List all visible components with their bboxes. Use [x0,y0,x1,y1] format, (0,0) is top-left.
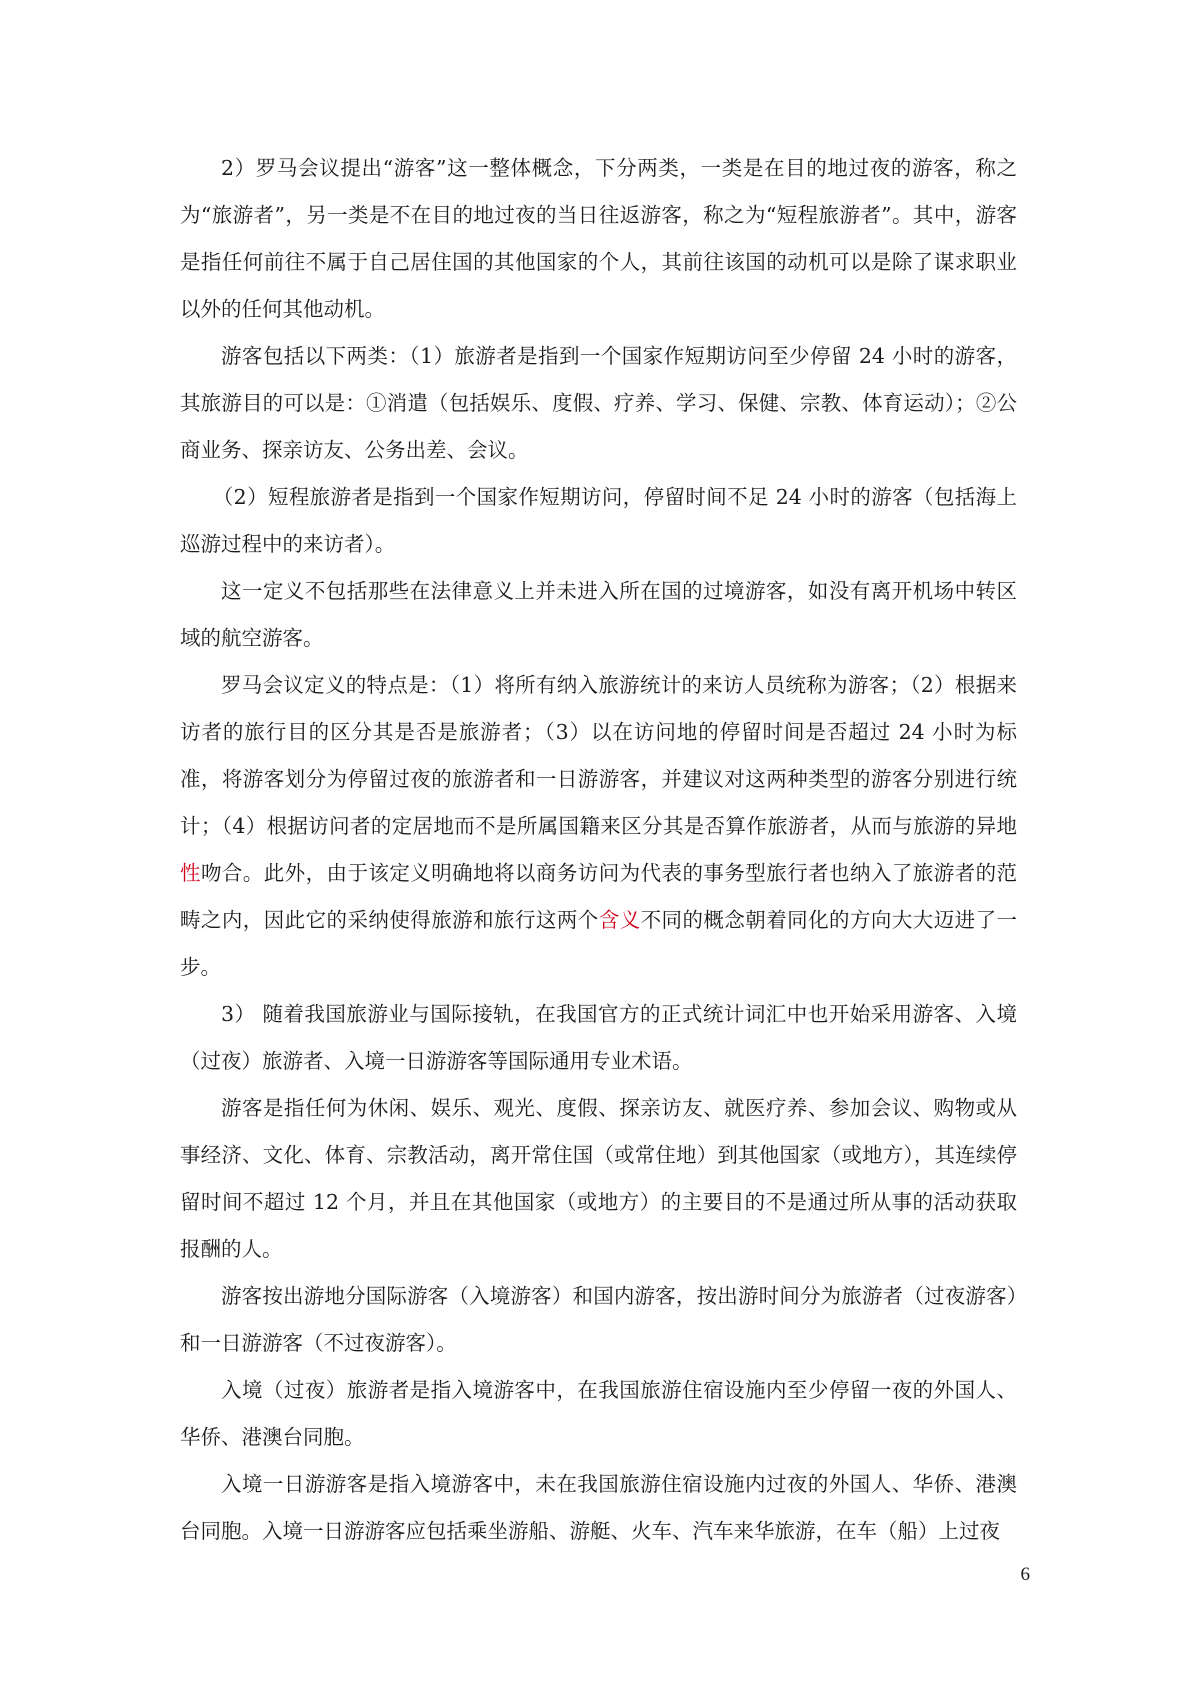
highlighted-text: 含义 [598,908,641,932]
paragraph-text: 不同的概念朝着同化的方向大大迈进了一步。 [180,908,1018,979]
paragraph [180,145,1017,333]
paragraph [180,474,1017,568]
paragraph-text: 2）罗马会议提出“游客”这一整体概念，下分两类，一类是在目的地过夜的游客，称之为“旅游者”，另一类是不在目的地过夜的当日往返游客，称之为“短程旅游者”。其中，游客是指任何前往不属于自己居住国的其他国家的个人，其前往该国的动机可以是除了谋求职业以外的任何其他动机。 [180,156,1017,321]
paragraph [180,1273,1017,1367]
paragraph-text: 入境一日游游客是指入境游客中，未在我国旅游住宿设施内过夜的外国人、华侨、港澳台同胞。入境一日游游客应包括乘坐游船、游艇、火车、汽车来华旅游，在车（船）上过夜 [180,1472,1017,1543]
paragraph-text: （2）短程旅游者是指到一个国家作短期访问，停留时间不足 24 小时的游客（包括海上巡游过程中的来访者）。 [180,485,1017,556]
paragraph-text: 游客按出游地分国际游客（入境游客）和国内游客，按出游时间分为旅游者（过夜游客）和一日游游客（不过夜游客）。 [180,1284,1017,1355]
page-number: 6 [1020,1564,1030,1585]
paragraph [180,1461,1017,1555]
paragraph [180,662,1017,991]
paragraph-text: 游客包括以下两类：（1）旅游者是指到一个国家作短期访问至少停留 24 小时的游客，其旅游目的可以是：①消遣（包括娱乐、度假、疗养、学习、保健、宗教、体育运动）；②公商业务、探亲访友、公务出差、会议。 [180,344,1017,462]
paragraph-text: 入境（过夜）旅游者是指入境游客中，在我国旅游住宿设施内至少停留一夜的外国人、华侨、港澳台同胞。 [180,1378,1017,1449]
paragraph [180,1367,1017,1461]
paragraph-text: 罗马会议定义的特点是：（1）将所有纳入旅游统计的来访人员统称为游客；（2）根据来访者的旅行目的区分其是否是旅游者；（3）以在访问地的停留时间是否超过 24 小时为标准，将游客划分为停留过夜的旅游者和一日游游客，并建议对这两种类型的游客分别进行统计；（4）根据访问者的定居地而不是所属国籍来区分其是否算作旅游者，从而与旅游的异地 [180,673,1017,838]
paragraph [180,568,1017,662]
highlighted-text: 性 [180,861,201,885]
paragraph-text: 游客是指任何为休闲、娱乐、观光、度假、探亲访友、就医疗养、参加会议、购物或从事经济、文化、体育、宗教活动，离开常住国（或常住地）到其他国家（或地方），其连续停留时间不超过 12 个月，并且在其他国家（或地方）的主要目的不是通过所从事的活动获取报酬的人。 [180,1096,1017,1261]
document-body [180,145,1017,1555]
paragraph [180,991,1017,1085]
paragraph-text: 吻合。此外，由于该定义明确地将以商务访问为代表的事务型旅行者也纳入了旅游者的范畴之内，因此它的采纳使得旅游和旅行这两个 [180,861,1017,932]
paragraph [180,1085,1017,1273]
paragraph-text: 这一定义不包括那些在法律意义上并未进入所在国的过境游客，如没有离开机场中转区域的航空游客。 [180,579,1017,650]
paragraph [180,333,1017,474]
paragraph-text: 3） 随着我国旅游业与国际接轨，在我国官方的正式统计词汇中也开始采用游客、入境（过夜）旅游者、入境一日游游客等国际通用专业术语。 [180,1002,1017,1073]
